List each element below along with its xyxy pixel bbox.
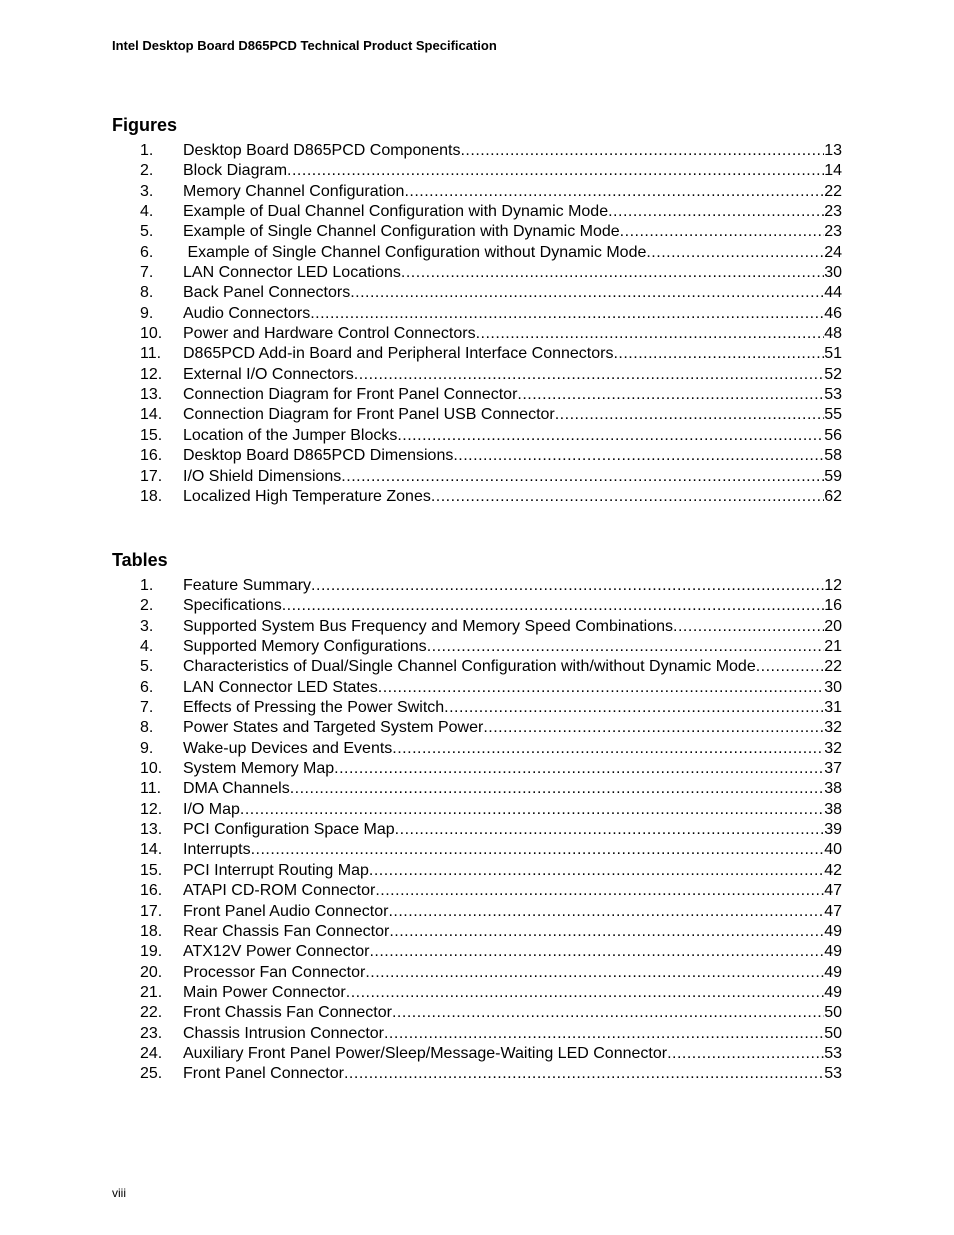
dot-leader	[613, 344, 824, 364]
dot-leader	[282, 596, 824, 616]
table-entry[interactable]	[140, 840, 842, 860]
table-entry-page: 38	[824, 800, 842, 818]
table-entry-title: PCI Configuration Space Map	[183, 821, 395, 839]
table-entry-title: Interrupts	[183, 841, 251, 859]
table-entry[interactable]	[140, 983, 842, 1003]
figure-entry-title: Desktop Board D865PCD Dimensions	[183, 447, 454, 465]
dot-leader	[290, 779, 824, 799]
table-entry[interactable]	[140, 657, 842, 677]
dot-leader	[310, 304, 824, 324]
table-entry-number: 25.	[140, 1065, 163, 1083]
tables-list	[140, 576, 842, 1085]
figure-entry-title: External I/O Connectors	[183, 365, 354, 383]
table-entry-number: 20.	[140, 963, 163, 981]
figure-entry[interactable]	[140, 161, 842, 181]
figure-entry-number: 14.	[140, 406, 163, 424]
figure-entry-title: Audio Connectors	[183, 304, 311, 322]
dot-leader	[350, 283, 824, 303]
table-entry-title: Supported Memory Configurations	[183, 638, 427, 656]
table-entry[interactable]	[140, 1003, 842, 1023]
table-entry-number: 18.	[140, 922, 163, 940]
dot-leader	[667, 1044, 824, 1064]
table-entry[interactable]	[140, 963, 842, 983]
table-entry-page: 30	[824, 678, 842, 696]
table-entry-page: 38	[824, 780, 842, 798]
figure-entry-title: Example of Dual Channel Configuration with Dynamic Mode	[183, 203, 609, 221]
figure-entry-number: 15.	[140, 426, 163, 444]
table-entry-page: 49	[824, 943, 842, 961]
table-entry-number: 11.	[140, 780, 162, 798]
table-entry[interactable]	[140, 718, 842, 738]
table-entry-title: Supported System Bus Frequency and Memory Speed Combinations	[183, 617, 674, 635]
table-entry-number: 2.	[140, 597, 154, 615]
dot-leader	[404, 182, 824, 202]
figure-entry-number: 11.	[140, 345, 162, 363]
table-entry[interactable]	[140, 617, 842, 637]
table-entry-page: 47	[824, 902, 842, 920]
table-entry[interactable]	[140, 861, 842, 881]
dot-leader	[460, 141, 824, 161]
figure-entry-page: 59	[824, 467, 842, 485]
table-entry-number: 21.	[140, 983, 163, 1001]
figure-entry-title: Desktop Board D865PCD Components	[183, 142, 461, 159]
figure-entry[interactable]	[140, 141, 842, 161]
figure-entry[interactable]	[140, 446, 842, 466]
table-entry[interactable]	[140, 820, 842, 840]
table-entry-title: Front Panel Audio Connector	[183, 902, 389, 920]
figure-entry-title: Example of Single Channel Configuration with Dynamic Mode	[183, 223, 620, 241]
tables-heading: Tables	[112, 550, 168, 570]
dot-leader	[431, 487, 824, 507]
figure-entry-title: Power and Hardware Control Connectors	[183, 325, 476, 343]
table-entry-title: Power States and Targeted System Power	[183, 719, 484, 737]
table-entry-number: 22.	[140, 1004, 163, 1022]
dot-leader	[646, 243, 824, 263]
table-entry-title: Front Panel Connector	[183, 1065, 344, 1083]
figure-entry-title: Back Panel Connectors	[183, 284, 351, 302]
figure-entry-number: 4.	[140, 203, 154, 221]
dot-leader	[673, 617, 824, 637]
figure-entry-page: 58	[824, 447, 842, 465]
table-entry-page: 39	[824, 821, 842, 839]
dot-leader	[756, 657, 824, 677]
table-entry[interactable]	[140, 637, 842, 657]
table-entry-title: LAN Connector LED States	[183, 678, 378, 696]
figure-entry-title: LAN Connector LED Locations	[183, 264, 401, 282]
table-entry[interactable]	[140, 942, 842, 962]
table-entry[interactable]	[140, 576, 842, 596]
dot-leader	[369, 942, 824, 962]
figure-entry-number: 5.	[140, 223, 154, 241]
figure-entry-number: 12.	[140, 365, 163, 383]
table-entry-number: 24.	[140, 1044, 163, 1062]
figure-entry[interactable]	[140, 182, 842, 202]
table-entry-number: 9.	[140, 739, 154, 757]
dot-leader	[401, 263, 824, 283]
figure-entry-page: 30	[824, 264, 842, 282]
figure-entry-number: 10.	[140, 325, 163, 343]
table-entry-page: 31	[824, 699, 842, 717]
page-number: viii	[112, 1186, 126, 1200]
figure-entry[interactable]	[140, 467, 842, 487]
table-entry-page: 40	[824, 841, 842, 859]
figure-entry[interactable]	[140, 365, 842, 385]
table-entry-number: 4.	[140, 638, 154, 656]
table-entry-page: 49	[824, 983, 842, 1001]
table-entry-title: Feature Summary	[183, 577, 312, 594]
figure-entry[interactable]	[140, 385, 842, 405]
dot-leader	[311, 576, 824, 596]
figure-entry[interactable]	[140, 405, 842, 425]
figure-entry-title: Connection Diagram for Front Panel Connector	[183, 386, 518, 404]
figure-entry-title: Example of Single Channel Configuration without Dynamic Mode	[183, 243, 647, 261]
dot-leader	[334, 759, 824, 779]
figure-entry-title: I/O Shield Dimensions	[183, 467, 342, 485]
table-entry[interactable]	[140, 678, 842, 698]
figure-entry-page: 51	[824, 345, 842, 363]
dot-leader	[369, 861, 824, 881]
table-entry-title: PCI Interrupt Routing Map	[183, 861, 369, 879]
dot-leader	[453, 446, 824, 466]
dot-leader	[392, 1003, 824, 1023]
table-entry-page: 20	[824, 617, 842, 635]
figure-entry[interactable]	[140, 304, 842, 324]
table-entry[interactable]	[140, 759, 842, 779]
dot-leader	[378, 678, 824, 698]
dot-leader	[483, 718, 824, 738]
table-entry-page: 49	[824, 963, 842, 981]
table-entry[interactable]	[140, 698, 842, 718]
table-entry[interactable]	[140, 881, 842, 901]
table-entry[interactable]	[140, 1024, 842, 1044]
figure-entry-number: 13.	[140, 386, 163, 404]
table-entry-page: 32	[824, 719, 842, 737]
table-entry-page: 37	[824, 760, 842, 778]
figure-entry-page: 55	[824, 406, 842, 424]
table-entry[interactable]	[140, 902, 842, 922]
dot-leader	[555, 405, 824, 425]
figure-entry[interactable]	[140, 202, 842, 222]
table-entry-title: Auxiliary Front Panel Power/Sleep/Message-Waiting LED Connector	[183, 1044, 668, 1062]
figure-entry[interactable]	[140, 426, 842, 446]
table-entry[interactable]	[140, 739, 842, 759]
table-entry-page: 47	[824, 882, 842, 900]
figure-entry-page: 14	[824, 162, 842, 180]
figure-entry[interactable]	[140, 487, 842, 507]
dot-leader	[240, 800, 824, 820]
figure-entry-number: 6.	[140, 243, 154, 261]
table-entry[interactable]	[140, 1064, 842, 1084]
dot-leader	[344, 1064, 824, 1084]
dot-leader	[444, 698, 824, 718]
dot-leader	[375, 881, 824, 901]
figure-entry-number: 17.	[140, 467, 163, 485]
figure-entry-number: 7.	[140, 264, 154, 282]
figure-entry-number: 3.	[140, 182, 154, 200]
table-entry-title: DMA Channels	[183, 780, 290, 798]
figure-entry[interactable]	[140, 222, 842, 242]
dot-leader	[341, 467, 824, 487]
dot-leader	[389, 922, 824, 942]
figure-entry-title: D865PCD Add-in Board and Peripheral Interface Connectors	[183, 345, 614, 363]
figure-entry-page: 48	[824, 325, 842, 343]
figure-entry-title: Memory Channel Configuration	[183, 182, 405, 200]
dot-leader	[476, 324, 825, 344]
dot-leader	[608, 202, 824, 222]
table-entry-title: Characteristics of Dual/Single Channel Configuration with/without Dynamic Mode	[183, 658, 756, 676]
table-entry-number: 3.	[140, 617, 154, 635]
table-entry-page: 12	[824, 577, 842, 594]
dot-leader	[365, 963, 824, 983]
table-entry-title: System Memory Map	[183, 760, 335, 778]
figures-heading: Figures	[112, 115, 178, 135]
dot-leader	[517, 385, 824, 405]
table-entry-number: 7.	[140, 699, 154, 717]
figure-entry-page: 62	[824, 487, 842, 505]
figure-entry-number: 2.	[140, 162, 154, 180]
dot-leader	[251, 840, 825, 860]
table-entry-page: 42	[824, 861, 842, 879]
table-entry-number: 8.	[140, 719, 154, 737]
dot-leader	[354, 365, 824, 385]
figure-entry-title: Block Diagram	[183, 162, 288, 180]
dot-leader	[620, 222, 825, 242]
dot-leader	[346, 983, 824, 1003]
table-entry-page: 22	[824, 658, 842, 676]
figure-entry-page: 22	[824, 182, 842, 200]
figure-entry[interactable]	[140, 263, 842, 283]
table-entry-title: Wake-up Devices and Events	[183, 739, 393, 757]
table-entry[interactable]	[140, 800, 842, 820]
table-entry-number: 10.	[140, 760, 163, 778]
dot-leader	[397, 426, 824, 446]
figure-entry-page: 23	[824, 203, 842, 221]
figure-entry-title: Connection Diagram for Front Panel USB Connector	[183, 406, 555, 424]
figure-entry[interactable]	[140, 324, 842, 344]
table-entry-page: 53	[824, 1044, 842, 1062]
table-entry-title: Chassis Intrusion Connector	[183, 1024, 384, 1042]
table-entry-number: 1.	[140, 577, 154, 594]
table-entry[interactable]	[140, 596, 842, 616]
table-entry-number: 6.	[140, 678, 154, 696]
table-entry-page: 53	[824, 1065, 842, 1083]
running-header: Intel Desktop Board D865PCD Technical Product Specification	[112, 38, 497, 53]
figure-entry-page: 52	[824, 365, 842, 383]
table-entry-number: 16.	[140, 882, 163, 900]
figure-entry-title: Localized High Temperature Zones	[183, 487, 431, 505]
table-entry-title: ATAPI CD-ROM Connector	[183, 882, 376, 900]
figure-entry-number: 9.	[140, 304, 154, 322]
dot-leader	[427, 637, 825, 657]
table-entry-number: 5.	[140, 658, 154, 676]
figure-entry-page: 24	[824, 243, 842, 261]
figure-entry-page: 53	[824, 386, 842, 404]
table-entry-page: 49	[824, 922, 842, 940]
figure-entry[interactable]	[140, 243, 842, 263]
table-entry-number: 13.	[140, 821, 163, 839]
dot-leader	[384, 1024, 824, 1044]
table-entry-title: Effects of Pressing the Power Switch	[183, 699, 445, 717]
table-entry-number: 19.	[140, 943, 163, 961]
table-entry-number: 15.	[140, 861, 163, 879]
figure-entry-page: 46	[824, 304, 842, 322]
table-entry-number: 14.	[140, 841, 163, 859]
figure-entry-title: Location of the Jumper Blocks	[183, 426, 398, 444]
figure-entry-page: 44	[824, 284, 842, 302]
table-entry-title: Front Chassis Fan Connector	[183, 1004, 392, 1022]
figure-entry-page: 13	[824, 142, 842, 159]
figure-entry-number: 16.	[140, 447, 163, 465]
table-entry-title: Specifications	[183, 597, 282, 615]
table-entry[interactable]	[140, 1044, 842, 1064]
figure-entry-number: 1.	[140, 142, 154, 159]
figures-list	[140, 141, 842, 507]
figure-entry-number: 18.	[140, 487, 163, 505]
table-entry-page: 21	[824, 638, 842, 656]
table-entry-number: 17.	[140, 902, 163, 920]
table-entry-title: Rear Chassis Fan Connector	[183, 922, 390, 940]
table-entry-number: 12.	[140, 800, 163, 818]
dot-leader	[287, 161, 824, 181]
figure-entry-number: 8.	[140, 284, 154, 302]
table-entry-title: Main Power Connector	[183, 983, 346, 1001]
table-entry-title: Processor Fan Connector	[183, 963, 366, 981]
dot-leader	[388, 902, 824, 922]
table-entry[interactable]	[140, 779, 842, 799]
figure-entry[interactable]	[140, 283, 842, 303]
figure-entry-page: 56	[824, 426, 842, 444]
table-entry-page: 50	[824, 1004, 842, 1022]
table-entry-page: 32	[824, 739, 842, 757]
table-entry-page: 16	[824, 597, 842, 615]
figure-entry-page: 23	[824, 223, 842, 241]
table-entry-number: 23.	[140, 1024, 163, 1042]
table-entry-title: ATX12V Power Connector	[183, 943, 370, 961]
table-entry-title: I/O Map	[183, 800, 240, 818]
table-entry-page: 50	[824, 1024, 842, 1042]
dot-leader	[392, 739, 824, 759]
table-entry[interactable]	[140, 922, 842, 942]
dot-leader	[395, 820, 825, 840]
figure-entry[interactable]	[140, 344, 842, 364]
